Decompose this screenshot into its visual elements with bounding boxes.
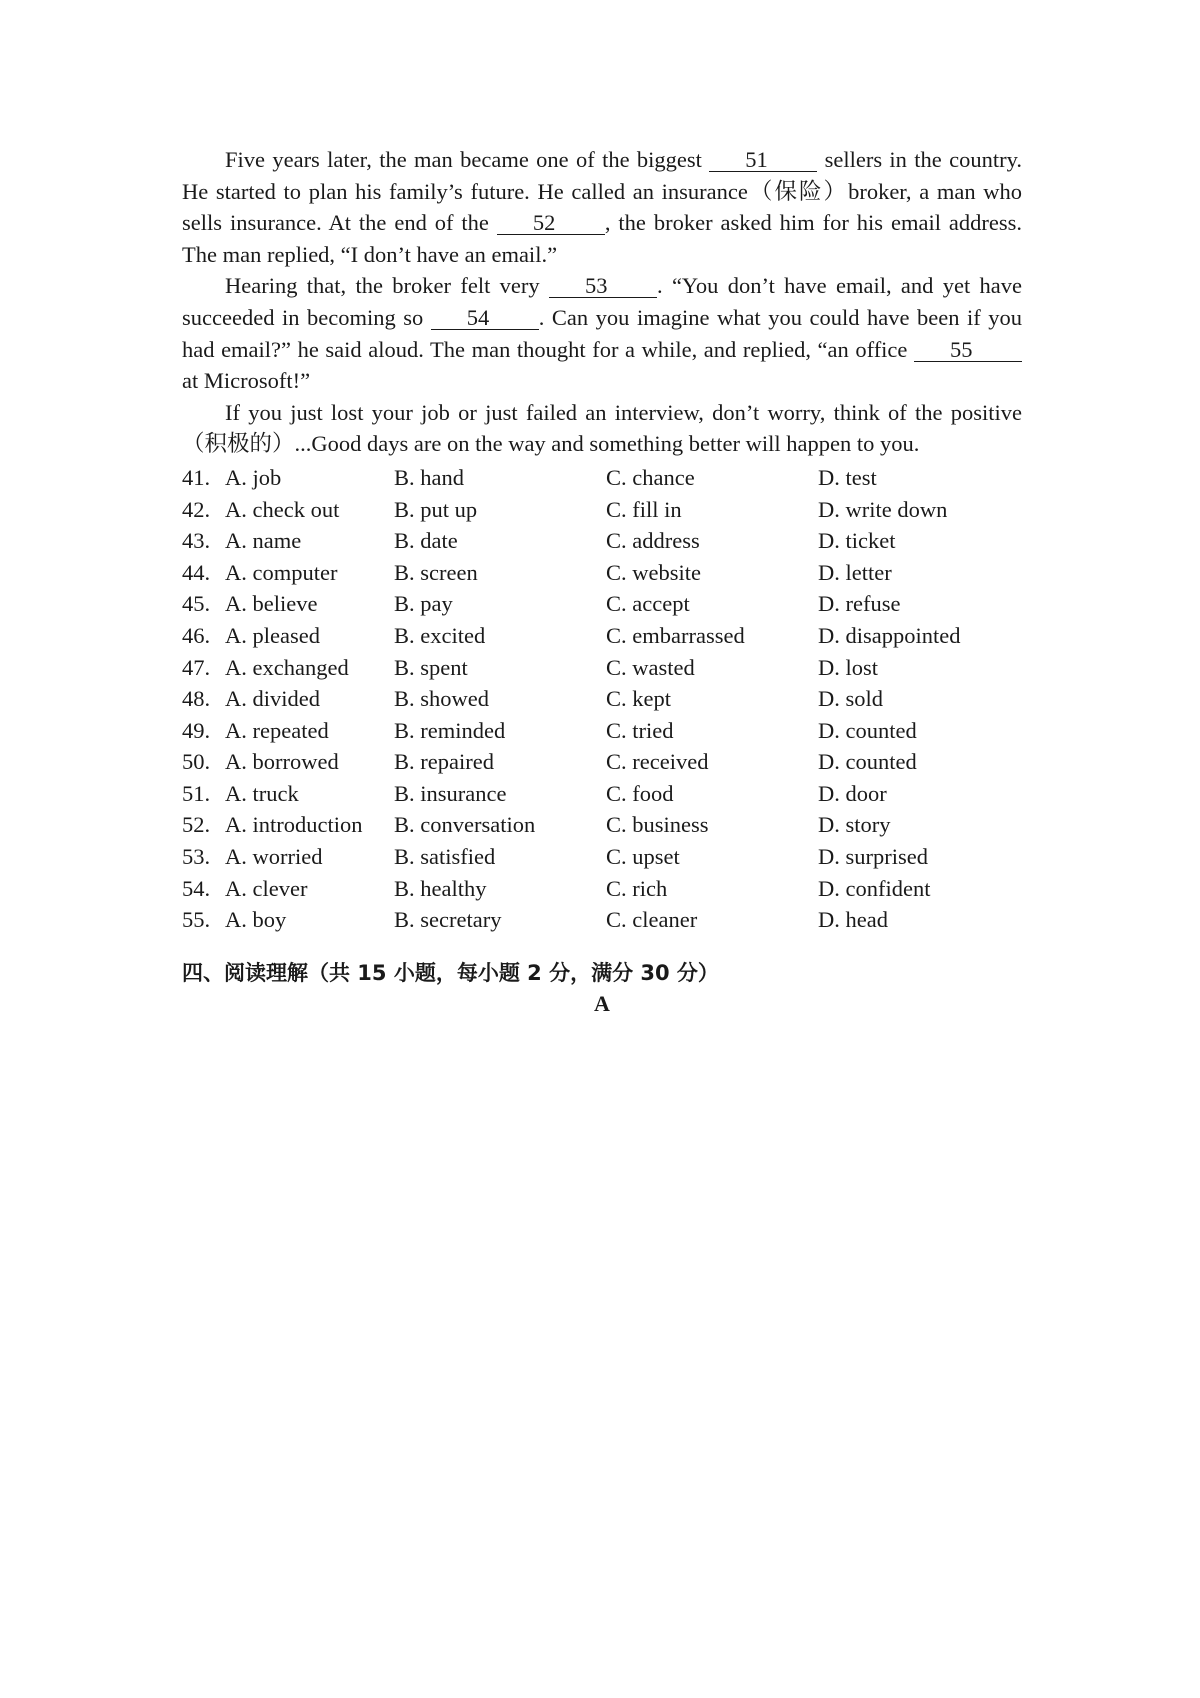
- question-number: 53.: [182, 844, 211, 870]
- option-row-41: [182, 462, 1022, 494]
- blank-54: [431, 304, 539, 330]
- option-a: A. borrowed: [225, 749, 339, 775]
- option-row-49: [182, 715, 1022, 747]
- option-d: D. counted: [818, 749, 917, 775]
- option-d: D. write down: [818, 496, 948, 522]
- option-a: A. truck: [225, 780, 299, 806]
- blank-55: [914, 336, 1022, 362]
- passage-paragraph-3: If you just lost your job or just failed an interview, don’t worry, think of the positive（积极的）...Good days are on the way and something better will happen to you.: [182, 399, 1022, 457]
- option-a: A. introduction: [225, 812, 363, 838]
- question-number: 54.: [182, 875, 211, 901]
- option-c: C. cleaner: [606, 907, 698, 933]
- option-row-44: [182, 557, 1022, 589]
- option-b: B. repaired: [394, 749, 494, 775]
- option-row-47: [182, 652, 1022, 684]
- option-b: B. conversation: [394, 812, 536, 838]
- option-d: D. confident: [818, 875, 931, 901]
- passage-label: A: [594, 990, 610, 1016]
- option-c: C. business: [606, 812, 709, 838]
- question-number: 45.: [182, 591, 211, 617]
- option-b: B. healthy: [394, 875, 487, 901]
- blank-51: [709, 149, 817, 172]
- option-c: C. kept: [606, 686, 671, 712]
- option-b: B. excited: [394, 622, 486, 648]
- option-d: D. surprised: [818, 844, 928, 870]
- option-d: D. refuse: [818, 591, 901, 617]
- option-a: A. divided: [225, 686, 320, 712]
- option-b: B. showed: [394, 686, 489, 712]
- blank-number: 54: [466, 304, 490, 330]
- section-heading: 四、阅读理解（共 15 小题，每小题 2 分，满分 30 分）: [182, 960, 719, 985]
- blank-52: [497, 212, 605, 235]
- option-c: C. received: [606, 749, 709, 775]
- blank-number: 55: [950, 336, 973, 362]
- option-a: A. job: [225, 464, 282, 490]
- blank-53: [549, 275, 657, 298]
- option-b: B. put up: [394, 496, 478, 522]
- option-row-52: [182, 809, 1022, 841]
- passage-text: , the broker asked him for his email address. The man replied, “I don’t have an email.”: [182, 210, 1022, 267]
- passage-text: Hearing that, the broker felt very: [225, 273, 549, 299]
- option-b: B. screen: [394, 559, 478, 585]
- option-row-53: [182, 841, 1022, 873]
- option-c: C. address: [606, 528, 700, 554]
- question-number: 41.: [182, 464, 211, 490]
- option-a: A. believe: [225, 591, 318, 617]
- passage-paragraph-1: [182, 144, 1022, 270]
- blank-number: 52: [532, 210, 556, 236]
- question-number: 48.: [182, 686, 211, 712]
- option-d: D. head: [818, 907, 888, 933]
- passage-paragraph-2: [182, 270, 1022, 396]
- option-b: B. insurance: [394, 780, 507, 806]
- option-a: A. repeated: [225, 717, 329, 743]
- option-b: B. spent: [394, 654, 468, 680]
- option-c: C. wasted: [606, 654, 695, 680]
- option-c: C. upset: [606, 844, 680, 870]
- option-b: B. reminded: [394, 717, 506, 743]
- passage-text: sellers in the country. He started to plan his family’s future. He called an insurance（保险）broker, a man who sells insurance. At the end of the: [182, 147, 1022, 236]
- question-number: 52.: [182, 812, 211, 838]
- option-c: C. rich: [606, 875, 668, 901]
- option-d: D. letter: [818, 559, 892, 585]
- option-a: A. exchanged: [225, 654, 349, 680]
- option-a: A. worried: [225, 844, 323, 870]
- passage-text: . “You don’t have email, and yet have succeeded in becoming so: [182, 273, 1022, 330]
- question-number: 46.: [182, 622, 211, 648]
- exam-page: [182, 144, 1022, 1020]
- option-b: B. date: [394, 528, 458, 554]
- question-number: 49.: [182, 717, 211, 743]
- question-number: 42.: [182, 496, 211, 522]
- option-b: B. hand: [394, 464, 464, 490]
- question-number: 44.: [182, 559, 211, 585]
- option-a: A. boy: [225, 907, 287, 933]
- option-c: C. fill in: [606, 496, 682, 522]
- option-c: C. food: [606, 780, 674, 806]
- option-a: A. check out: [225, 496, 340, 522]
- option-row-54: [182, 873, 1022, 905]
- option-d: D. sold: [818, 686, 884, 712]
- option-d: D. counted: [818, 717, 917, 743]
- question-number: 50.: [182, 749, 211, 775]
- option-d: D. test: [818, 464, 877, 490]
- option-c: C. embarrassed: [606, 622, 745, 648]
- option-d: D. story: [818, 812, 891, 838]
- question-number: 47.: [182, 654, 211, 680]
- option-c: C. chance: [606, 464, 695, 490]
- option-b: B. secretary: [394, 907, 502, 933]
- blank-number: 51: [745, 147, 768, 172]
- option-row-45: [182, 588, 1022, 620]
- option-a: A. pleased: [225, 622, 320, 648]
- option-c: C. accept: [606, 591, 690, 617]
- passage-text: at Microsoft!”: [182, 368, 311, 394]
- question-number: 51.: [182, 780, 211, 806]
- option-row-42: [182, 494, 1022, 526]
- blank-number: 53: [584, 273, 608, 299]
- options-list: [182, 462, 1022, 936]
- option-b: B. satisfied: [394, 844, 496, 870]
- option-row-55: [182, 904, 1022, 936]
- option-d: D. ticket: [818, 528, 896, 554]
- option-d: D. lost: [818, 654, 879, 680]
- option-b: B. pay: [394, 591, 453, 617]
- option-d: D. disappointed: [818, 622, 961, 648]
- option-c: C. tried: [606, 717, 674, 743]
- option-row-51: [182, 778, 1022, 810]
- option-c: C. website: [606, 559, 701, 585]
- option-row-48: [182, 683, 1022, 715]
- option-row-46: [182, 620, 1022, 652]
- passage-text: . Can you imagine what you could have been if you had email?” he said aloud. The man thought for a while, and replied, “an office: [182, 304, 1022, 362]
- option-a: A. name: [225, 528, 302, 554]
- passage-text: Five years later, the man became one of the biggest: [225, 147, 710, 172]
- option-row-43: [182, 525, 1022, 557]
- option-row-50: [182, 746, 1022, 778]
- question-number: 43.: [182, 528, 211, 554]
- option-a: A. computer: [225, 559, 338, 585]
- question-number: 55.: [182, 907, 211, 933]
- option-d: D. door: [818, 780, 887, 806]
- option-a: A. clever: [225, 875, 308, 901]
